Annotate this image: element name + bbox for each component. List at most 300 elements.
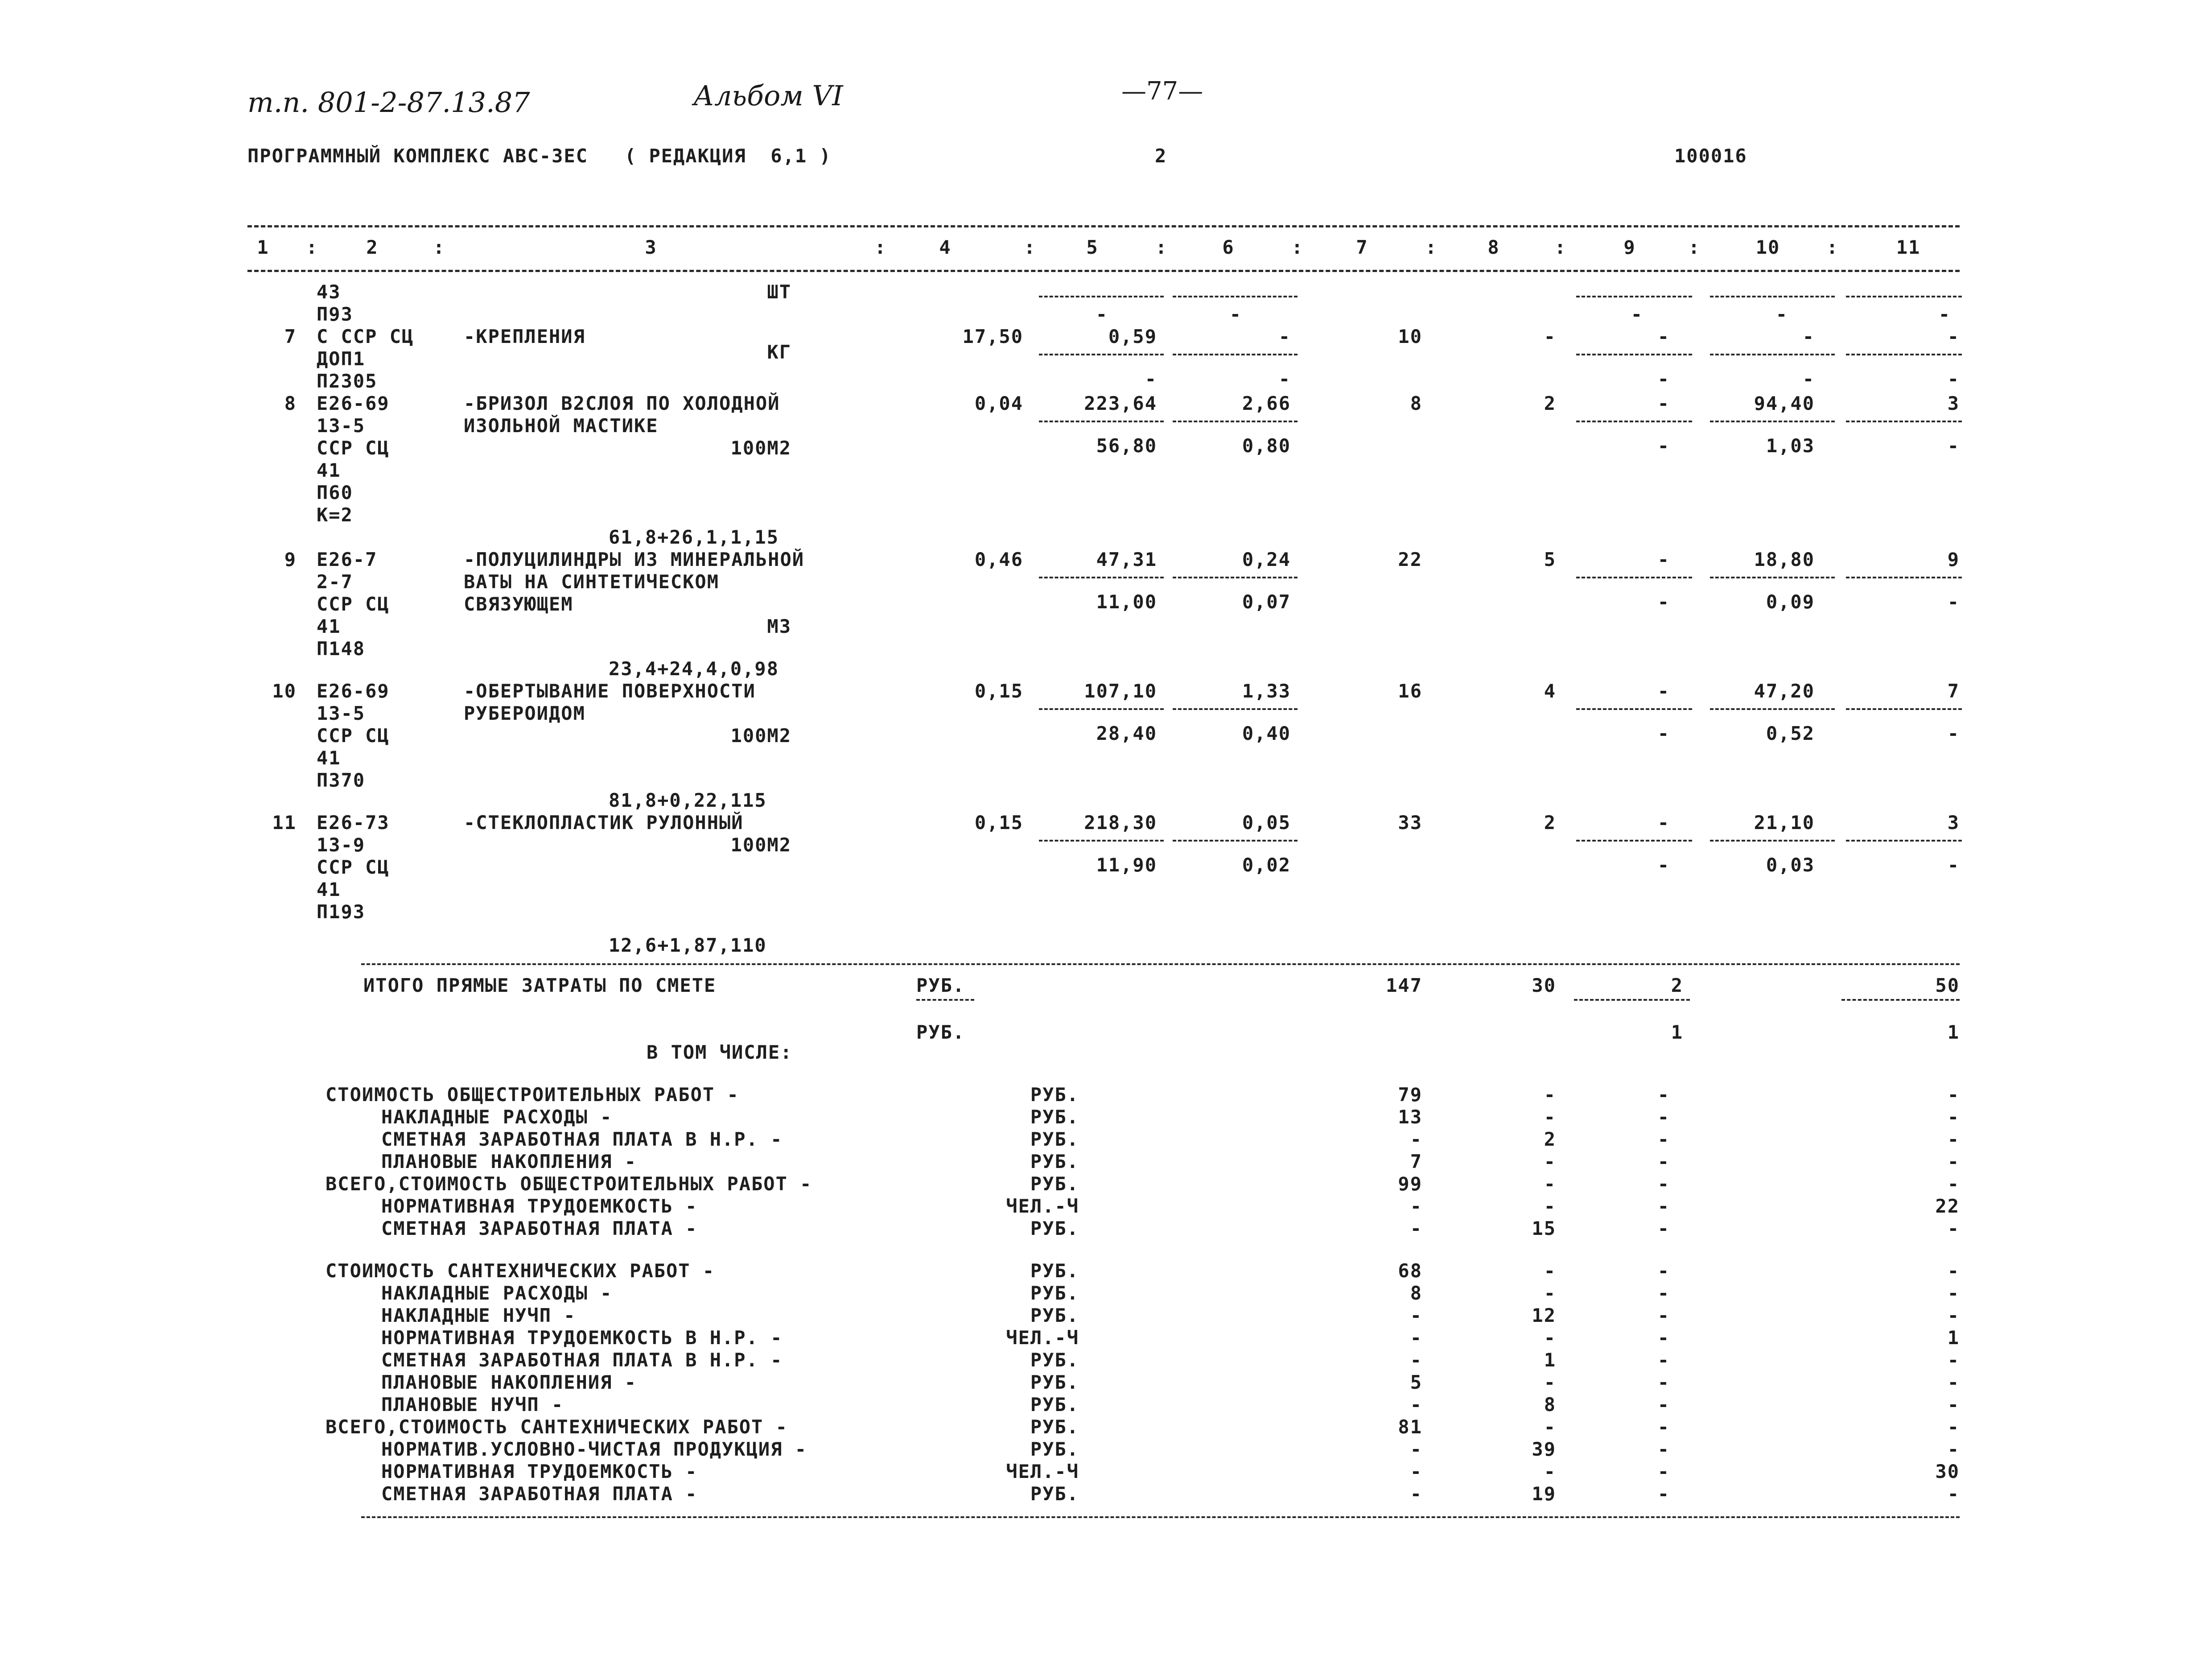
row-machine-total: 0,05 [1242,812,1291,834]
totals-cost: 147 [1386,974,1422,996]
row-code: 41 [317,879,341,900]
row-col10-sub: 0,03 [1766,854,1815,876]
row-quantity: 0,46 [974,549,1023,570]
summary-unit: РУБ. [1030,1371,1079,1393]
value-dash: - [1938,303,1951,325]
row-code: ССР СЦ [317,437,390,459]
summary-cost: - [1410,1304,1422,1326]
summary-wage: 12 [1532,1304,1556,1326]
column-separator: : [874,236,887,258]
row-code: Е26-7 [317,549,378,570]
column-separator: : [1024,236,1036,258]
row-number: 11 [272,812,297,834]
summary-cost: 13 [1398,1106,1422,1128]
row-code: 2-7 [317,571,353,593]
summary-cost: - [1410,1349,1422,1371]
row-col9-sub: - [1657,591,1670,613]
row-code: ДОП1 [317,348,366,370]
column-header-8: 8 [1487,236,1500,258]
row-col10: 18,80 [1754,549,1815,570]
column-header-10: 10 [1755,236,1780,258]
summary-cost: - [1410,1483,1422,1505]
summary-col9: - [1657,1371,1670,1393]
row-price-total: 107,10 [1084,680,1157,702]
row-price-wage: 11,90 [1096,854,1157,876]
row-price-wage: 11,00 [1096,591,1157,613]
summary-label: ПЛАНОВЫЕ НУЧП - [381,1394,564,1416]
summary-label: НОРМАТИВ.УСЛОВНО-ЧИСТАЯ ПРОДУКЦИЯ - [381,1438,807,1460]
totals-unit: РУБ. [916,974,965,996]
totals-wage: 30 [1532,974,1556,996]
value-divider [1576,421,1692,422]
summary-label: НАКЛАДНЫЕ НУЧП - [381,1304,576,1326]
row-machine-wage: 0,07 [1242,591,1291,613]
summary-unit: РУБ. [1030,1282,1079,1304]
summary-col11: - [1947,1371,1960,1393]
row-code: П370 [317,769,366,791]
totals-including: В ТОМ ЧИСЛЕ: [647,1041,793,1063]
row-unit: КГ [767,341,791,363]
summary-label: СТОИМОСТЬ САНТЕХНИЧЕСКИХ РАБОТ - [325,1260,715,1282]
row-formula: 23,4+24,4,0,98 [609,658,779,680]
summary-label: НАКЛАДНЫЕ РАСХОДЫ - [381,1282,613,1304]
row-unit: 100М2 [730,834,791,856]
summary-wage: - [1544,1151,1556,1172]
summary-cost: 8 [1410,1282,1422,1304]
column-separator: : [433,236,445,258]
summary-cost: 99 [1398,1173,1422,1195]
row-quantity: 0,04 [974,392,1023,414]
value-divider [1576,708,1692,710]
value-divider [1710,577,1835,578]
row-col11-sub: - [1947,854,1960,876]
column-header-11: 11 [1896,236,1921,258]
column-header-4: 4 [939,236,952,258]
row-code: П2305 [317,370,378,392]
row-col11: 3 [1947,392,1960,414]
row-machine-total: 2,66 [1242,392,1291,414]
summary-col9: - [1657,1151,1670,1172]
row-number: 8 [284,392,297,414]
summary-wage: - [1544,1260,1556,1282]
row-cost-total: 16 [1398,680,1422,702]
unit-divider [916,999,974,1001]
row-col9: - [1657,812,1670,834]
row-code: 41 [317,615,341,637]
summary-unit: ЧЕЛ.-Ч [1006,1327,1079,1349]
row-cost-wage: 4 [1544,680,1556,702]
row-price-total: 47,31 [1096,549,1157,570]
row-col11: 7 [1947,680,1960,702]
summary-col9: - [1657,1217,1670,1239]
summary-wage: - [1544,1084,1556,1106]
value-dash: - [1775,303,1788,325]
summary-col9: - [1657,1128,1670,1150]
row-code: 13-5 [317,415,366,437]
row-code: Е26-69 [317,680,390,702]
row-formula: 61,8+26,1,1,15 [609,526,779,548]
summary-unit: РУБ. [1030,1084,1079,1106]
row-price-total: 218,30 [1084,812,1157,834]
column-separator: : [1291,236,1304,258]
column-header-1: 1 [257,236,269,258]
value-divider [1710,354,1835,355]
value-divider [1039,296,1164,297]
row-col9-sub: - [1657,722,1670,744]
summary-col9: - [1657,1195,1670,1217]
value-divider [1846,577,1962,578]
doc-header-title: ПРОГРАММНЫЙ КОМПЛЕКС АВС-3ЕС ( РЕДАКЦИЯ 6,1 ) [247,145,832,167]
column-header-5: 5 [1086,236,1099,258]
summary-label: СМЕТНАЯ ЗАРАБОТНАЯ ПЛАТА В Н.Р. - [381,1128,783,1150]
row-machine-total: - [1278,326,1291,347]
summary-wage: - [1544,1282,1556,1304]
summary-col9: - [1657,1327,1670,1349]
summary-unit: РУБ. [1030,1173,1079,1195]
row-col10-sub: 0,52 [1766,722,1815,744]
summary-label: НОРМАТИВНАЯ ТРУДОЕМКОСТЬ - [381,1461,698,1482]
summary-cost: - [1410,1394,1422,1416]
row-machine-wage: - [1278,368,1291,390]
column-separator: : [1155,236,1168,258]
row-quantity: 0,15 [974,812,1023,834]
summary-col11: - [1947,1217,1960,1239]
summary-col11: 30 [1935,1461,1960,1482]
row-code: 13-9 [317,834,366,856]
totals-col11-sub: 1 [1947,1021,1960,1043]
album-label: Альбом VI [693,79,843,112]
row-col10-sub: - [1802,368,1815,390]
row-number: 9 [284,549,297,570]
summary-unit: РУБ. [1030,1217,1079,1239]
value-divider [1710,840,1835,842]
summary-wage: 15 [1532,1217,1556,1239]
value-divider [1039,577,1164,578]
rule-top [247,225,1960,227]
row-price-total: 0,59 [1108,326,1157,347]
page-number: —77— [1121,77,1203,106]
value-divider [1576,354,1692,355]
value-divider [1039,421,1164,422]
row-quantity: 0,15 [974,680,1023,702]
rule-header-bottom [247,270,1960,272]
project-number: т.п. 801-2-87.13.87 [247,86,530,119]
row-col11-sub: - [1947,368,1960,390]
totals-label: ИТОГО ПРЯМЫЕ ЗАТРАТЫ ПО СМЕТЕ [363,974,717,996]
summary-cost: 81 [1398,1416,1422,1438]
row-col11-sub: - [1947,435,1960,457]
row-code: ССР СЦ [317,725,390,747]
row-name: РУБЕРОИДОМ [464,702,585,724]
summary-col9: - [1657,1304,1670,1326]
summary-label: НОРМАТИВНАЯ ТРУДОЕМКОСТЬ В Н.Р. - [381,1327,783,1349]
summary-col11: - [1947,1416,1960,1438]
value-divider [1710,708,1835,710]
value-divider [1846,354,1962,355]
summary-col11: - [1947,1394,1960,1416]
summary-col9: - [1657,1438,1670,1460]
summary-label: СМЕТНАЯ ЗАРАБОТНАЯ ПЛАТА - [381,1483,698,1505]
value-divider [1173,840,1298,842]
summary-wage: 1 [1544,1349,1556,1371]
row-code: П60 [317,482,353,503]
value-divider [1846,296,1962,297]
row-col9: - [1657,549,1670,570]
summary-unit: РУБ. [1030,1394,1079,1416]
value-divider [1173,577,1298,578]
summary-wage: - [1544,1461,1556,1482]
summary-label: СМЕТНАЯ ЗАРАБОТНАЯ ПЛАТА В Н.Р. - [381,1349,783,1371]
row-formula: 12,6+1,87,110 [609,934,767,956]
summary-wage: - [1544,1195,1556,1217]
summary-col9: - [1657,1282,1670,1304]
summary-col9: - [1657,1260,1670,1282]
summary-unit: ЧЕЛ.-Ч [1006,1461,1079,1482]
summary-label: ПЛАНОВЫЕ НАКОПЛЕНИЯ - [381,1151,637,1172]
value-divider [1846,421,1962,422]
row-col9-sub: - [1657,368,1670,390]
column-header-2: 2 [366,236,379,258]
summary-col11: - [1947,1349,1960,1371]
summary-wage: - [1544,1327,1556,1349]
row-col9-sub: - [1657,435,1670,457]
row-col9: - [1657,680,1670,702]
summary-cost: - [1410,1438,1422,1460]
row-col10: 94,40 [1754,392,1815,414]
summary-label: СТОИМОСТЬ ОБЩЕСТРОИТЕЛЬНЫХ РАБОТ - [325,1084,739,1106]
summary-col9: - [1657,1483,1670,1505]
row-col10: - [1802,326,1815,347]
row-name: -БРИЗОЛ В2СЛОЯ ПО ХОЛОДНОЙ [464,392,780,414]
row-price-total: 223,64 [1084,392,1157,414]
summary-cost: 5 [1410,1371,1422,1393]
row-col9: - [1657,326,1670,347]
row-name: ВАТЫ НА СИНТЕТИЧЕСКОМ [464,571,720,593]
row-code: П193 [317,901,366,923]
summary-wage: 2 [1544,1128,1556,1150]
rule-totals [361,963,1960,965]
column-separator: : [1425,236,1438,258]
rule-bottom [361,1516,1960,1518]
row-machine-total: 1,33 [1242,680,1291,702]
row-col11-sub: - [1947,722,1960,744]
summary-col9: - [1657,1394,1670,1416]
summary-col11: - [1947,1304,1960,1326]
value-divider [1576,840,1692,842]
summary-unit: РУБ. [1030,1438,1079,1460]
row-cost-wage: 2 [1544,392,1556,414]
summary-label: СМЕТНАЯ ЗАРАБОТНАЯ ПЛАТА - [381,1217,698,1239]
summary-label: ВСЕГО,СТОИМОСТЬ ОБЩЕСТРОИТЕЛЬНЫХ РАБОТ - [325,1173,812,1195]
summary-col9: - [1657,1106,1670,1128]
row-unit: М3 [767,615,791,637]
value-divider [1576,577,1692,578]
value-dash: - [1631,303,1643,325]
value-divider [1039,840,1164,842]
value-divider [1173,296,1298,297]
value-divider [1710,296,1835,297]
row-machine-wage: 0,40 [1242,722,1291,744]
value-divider [1039,354,1164,355]
summary-unit: РУБ. [1030,1416,1079,1438]
row-code: 43 [317,281,341,303]
row-code: 41 [317,459,341,481]
value-divider [1846,708,1962,710]
summary-cost: 79 [1398,1084,1422,1106]
value-dash: - [1096,303,1108,325]
row-code: П93 [317,303,353,325]
column-separator: : [306,236,318,258]
summary-col9: - [1657,1461,1670,1482]
summary-col11: - [1947,1128,1960,1150]
row-number: 7 [284,326,297,347]
row-cost-wage: - [1544,326,1556,347]
column-header-7: 7 [1356,236,1368,258]
value-divider [1576,296,1692,297]
row-col10: 21,10 [1754,812,1815,834]
row-col11: - [1947,326,1960,347]
summary-wage: - [1544,1416,1556,1438]
summary-col9: - [1657,1173,1670,1195]
summary-cost: - [1410,1327,1422,1349]
summary-col11: - [1947,1173,1960,1195]
row-col10: 47,20 [1754,680,1815,702]
summary-cost: - [1410,1128,1422,1150]
summary-unit: РУБ. [1030,1106,1079,1128]
row-col10-sub: 1,03 [1766,435,1815,457]
row-name: -ОБЕРТЫВАНИЕ ПОВЕРХНОСТИ [464,680,756,702]
row-name: -КРЕПЛЕНИЯ [464,326,585,347]
summary-wage: 8 [1544,1394,1556,1416]
column-separator: : [1554,236,1567,258]
value-divider [1173,354,1298,355]
column-header-9: 9 [1623,236,1636,258]
summary-col9: - [1657,1084,1670,1106]
summary-col11: - [1947,1438,1960,1460]
row-price-wage: - [1145,368,1157,390]
summary-unit: РУБ. [1030,1304,1079,1326]
row-code: П148 [317,638,366,660]
row-code: 13-5 [317,702,366,724]
summary-cost: - [1410,1195,1422,1217]
row-name: СВЯЗУЮЩЕМ [464,593,573,615]
column-separator: : [1688,236,1701,258]
summary-unit: РУБ. [1030,1128,1079,1150]
column-header-6: 6 [1222,236,1235,258]
summary-wage: 19 [1532,1483,1556,1505]
row-code: ССР СЦ [317,593,390,615]
row-code: Е26-73 [317,812,390,834]
summary-col11: - [1947,1151,1960,1172]
row-number: 10 [272,680,297,702]
row-formula: 81,8+0,22,115 [609,789,767,811]
row-col11: 3 [1947,812,1960,834]
row-col11-sub: - [1947,591,1960,613]
row-cost-wage: 5 [1544,549,1556,570]
summary-wage: - [1544,1173,1556,1195]
summary-wage: - [1544,1106,1556,1128]
value-divider [1574,999,1690,1001]
summary-col11: 22 [1935,1195,1960,1217]
summary-unit: РУБ. [1030,1483,1079,1505]
value-divider [1173,708,1298,710]
value-divider [1710,421,1835,422]
row-machine-wage: 0,80 [1242,435,1291,457]
summary-col9: - [1657,1349,1670,1371]
summary-label: ПЛАНОВЫЕ НАКОПЛЕНИЯ - [381,1371,637,1393]
doc-header-code: 100016 [1674,145,1747,167]
summary-col9: - [1657,1416,1670,1438]
value-divider [1846,840,1962,842]
summary-label: ВСЕГО,СТОИМОСТЬ САНТЕХНИЧЕСКИХ РАБОТ - [325,1416,788,1438]
summary-label: НАКЛАДНЫЕ РАСХОДЫ - [381,1106,613,1128]
row-unit: ШТ [767,281,791,303]
summary-col11: 1 [1947,1327,1960,1349]
summary-unit: ЧЕЛ.-Ч [1006,1195,1079,1217]
row-cost-total: 10 [1398,326,1422,347]
row-col11: 9 [1947,549,1960,570]
summary-col11: - [1947,1260,1960,1282]
row-cost-total: 33 [1398,812,1422,834]
row-col10-sub: 0,09 [1766,591,1815,613]
summary-unit: РУБ. [1030,1151,1079,1172]
summary-wage: - [1544,1371,1556,1393]
value-divider [1173,421,1298,422]
row-machine-wage: 0,02 [1242,854,1291,876]
row-cost-wage: 2 [1544,812,1556,834]
column-header-3: 3 [645,236,657,258]
row-name: -ПОЛУЦИЛИНДРЫ ИЗ МИНЕРАЛЬНОЙ [464,549,805,570]
value-divider [1039,708,1164,710]
totals-col9-sub: 1 [1671,1021,1683,1043]
row-machine-total: 0,24 [1242,549,1291,570]
row-col9: - [1657,392,1670,414]
summary-col11: - [1947,1084,1960,1106]
row-name: -СТЕКЛОПЛАСТИК РУЛОННЫЙ [464,812,744,834]
row-code: ССР СЦ [317,856,390,878]
totals-unit: РУБ. [916,1021,965,1043]
value-dash: - [1229,303,1242,325]
summary-unit: РУБ. [1030,1260,1079,1282]
summary-cost: - [1410,1217,1422,1239]
row-code: С ССР СЦ [317,326,414,347]
row-code: К=2 [317,504,353,526]
doc-header-sheet: 2 [1155,145,1167,167]
summary-col11: - [1947,1282,1960,1304]
totals-col11: 50 [1935,974,1960,996]
summary-cost: 7 [1410,1151,1422,1172]
row-price-wage: 28,40 [1096,722,1157,744]
summary-col11: - [1947,1106,1960,1128]
row-code: Е26-69 [317,392,390,414]
summary-cost: - [1410,1461,1422,1482]
row-quantity: 17,50 [962,326,1023,347]
row-name: ИЗОЛЬНОЙ МАСТИКЕ [464,415,659,437]
summary-label: НОРМАТИВНАЯ ТРУДОЕМКОСТЬ - [381,1195,698,1217]
row-unit: 100М2 [730,725,791,747]
row-code: 41 [317,747,341,769]
row-col9-sub: - [1657,854,1670,876]
value-divider [1841,999,1960,1001]
summary-unit: РУБ. [1030,1349,1079,1371]
summary-wage: 39 [1532,1438,1556,1460]
row-unit: 100М2 [730,437,791,459]
totals-col9: 2 [1671,974,1683,996]
row-cost-total: 22 [1398,549,1422,570]
row-cost-total: 8 [1410,392,1422,414]
summary-col11: - [1947,1483,1960,1505]
row-price-wage: 56,80 [1096,435,1157,457]
